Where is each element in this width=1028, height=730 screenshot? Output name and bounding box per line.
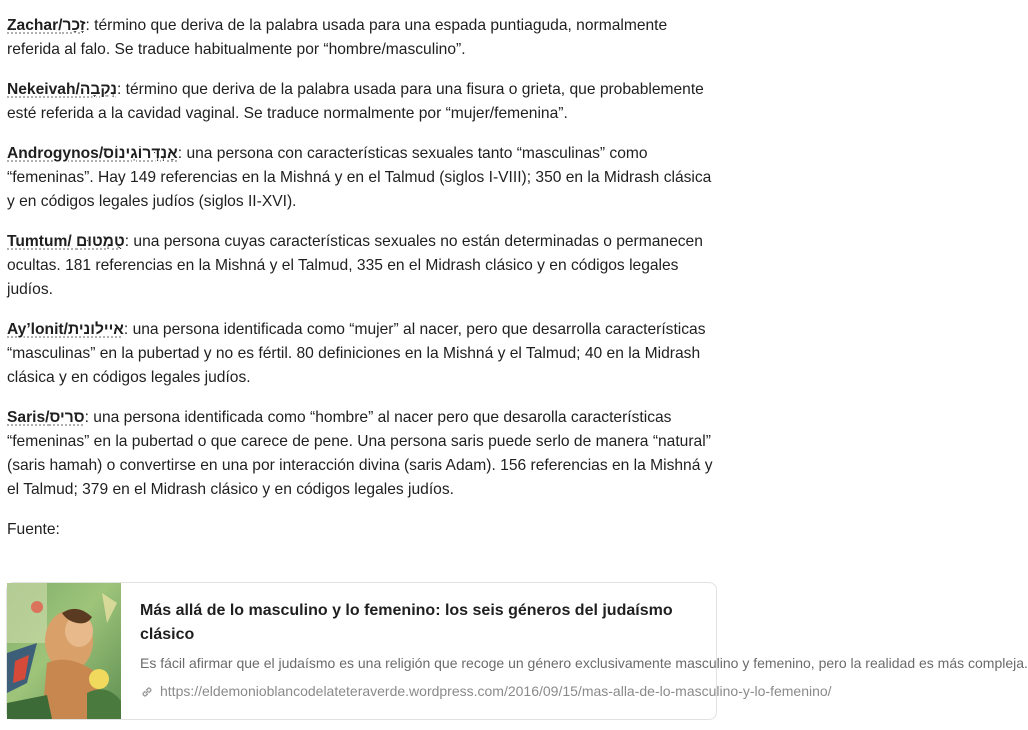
entry-zachar — [7, 14, 720, 62]
painting-thumbnail-icon[interactable] — [7, 583, 121, 719]
definition-nekeivah: : término que deriva de la palabra usada para una fisura o grieta, que probablemente esté referida a la cavidad vaginal. Se traduce normalmente por “mujer/femenina”. — [7, 81, 704, 122]
term-tumtum[interactable]: Tumtum/ טֻמְטוּם — [7, 233, 125, 250]
term-saris[interactable]: Saris/סריס — [7, 409, 85, 426]
term-androgynos[interactable]: Androgynos/אַנְדְּרוֹגִינוֹס — [7, 145, 178, 162]
link-card-url[interactable]: https://eldemonioblancodelateteraverde.wordpress.com/2016/09/15/mas-alla-de-lo-masculino-y-lo-femenino/ — [160, 683, 832, 699]
source-label: Fuente: — [7, 521, 60, 538]
definition-androgynos: : una persona con características sexuales tanto “masculinas” como “femeninas”. Hay 149 referencias en la Mishná y en el Talmud (siglos I-VIII); 350 en la Midrash clásica y en códigos legales judíos (siglos II-XVI). — [7, 145, 712, 210]
entry-nekeivah — [7, 78, 720, 126]
link-card-title[interactable]: Más allá de lo masculino y lo femenino: los seis géneros del judaísmo clásico — [140, 602, 673, 643]
entry-tumtum — [7, 230, 720, 302]
definition-tumtum: : una persona cuyas características sexuales no están determinadas o permanecen ocultas. 181 referencias en la Mishná y el Talmud, 335 en el Midrash clásico y en códigos legales judíos. — [7, 233, 703, 298]
term-nekeivah[interactable]: Nekeivah/נְקֵבָה — [7, 81, 117, 98]
link-card-body[interactable] — [121, 583, 1028, 719]
link-preview-card[interactable] — [6, 582, 1028, 720]
link-icon — [140, 684, 154, 698]
link-card-url-row[interactable] — [140, 681, 832, 701]
definition-saris: : una persona identificada como “hombre” al nacer pero que desarolla características “femeninas” en la pubertad o que carece de pene. Una persona saris puede serlo de manera “natural” (saris hamah) o convertirse en una por interacción divina (saris Adam). 156 referencias en la Mishná y el Talmud; 379 en el Midrash clásico y en códigos legales judíos. — [7, 409, 713, 498]
definition-zachar: : término que deriva de la palabra usada para una espada puntiaguda, normalmente referida al falo. Se traduce habitualmente por “hombre/masculino”. — [7, 17, 668, 58]
entry-androgynos — [7, 142, 720, 214]
term-zachar[interactable]: Zachar/זָכָר — [7, 17, 86, 34]
definition-aylonit: : una persona identificada como “mujer” al nacer, pero que desarrolla características “masculinas” en la pubertad y no es fértil. 80 definiciones en la Mishná y el Talmud; 40 en la Midrash clásica y en códigos legales judíos. — [7, 321, 706, 386]
term-aylonit[interactable]: Ay’lonit/איילונית — [7, 321, 124, 338]
link-card-description: Es fácil afirmar que el judaísmo es una religión que recoge un género exclusivamente masculino y femenino, pero la realidad es más compleja. — [140, 655, 1028, 671]
entry-aylonit — [7, 318, 720, 390]
entry-saris — [7, 406, 720, 502]
